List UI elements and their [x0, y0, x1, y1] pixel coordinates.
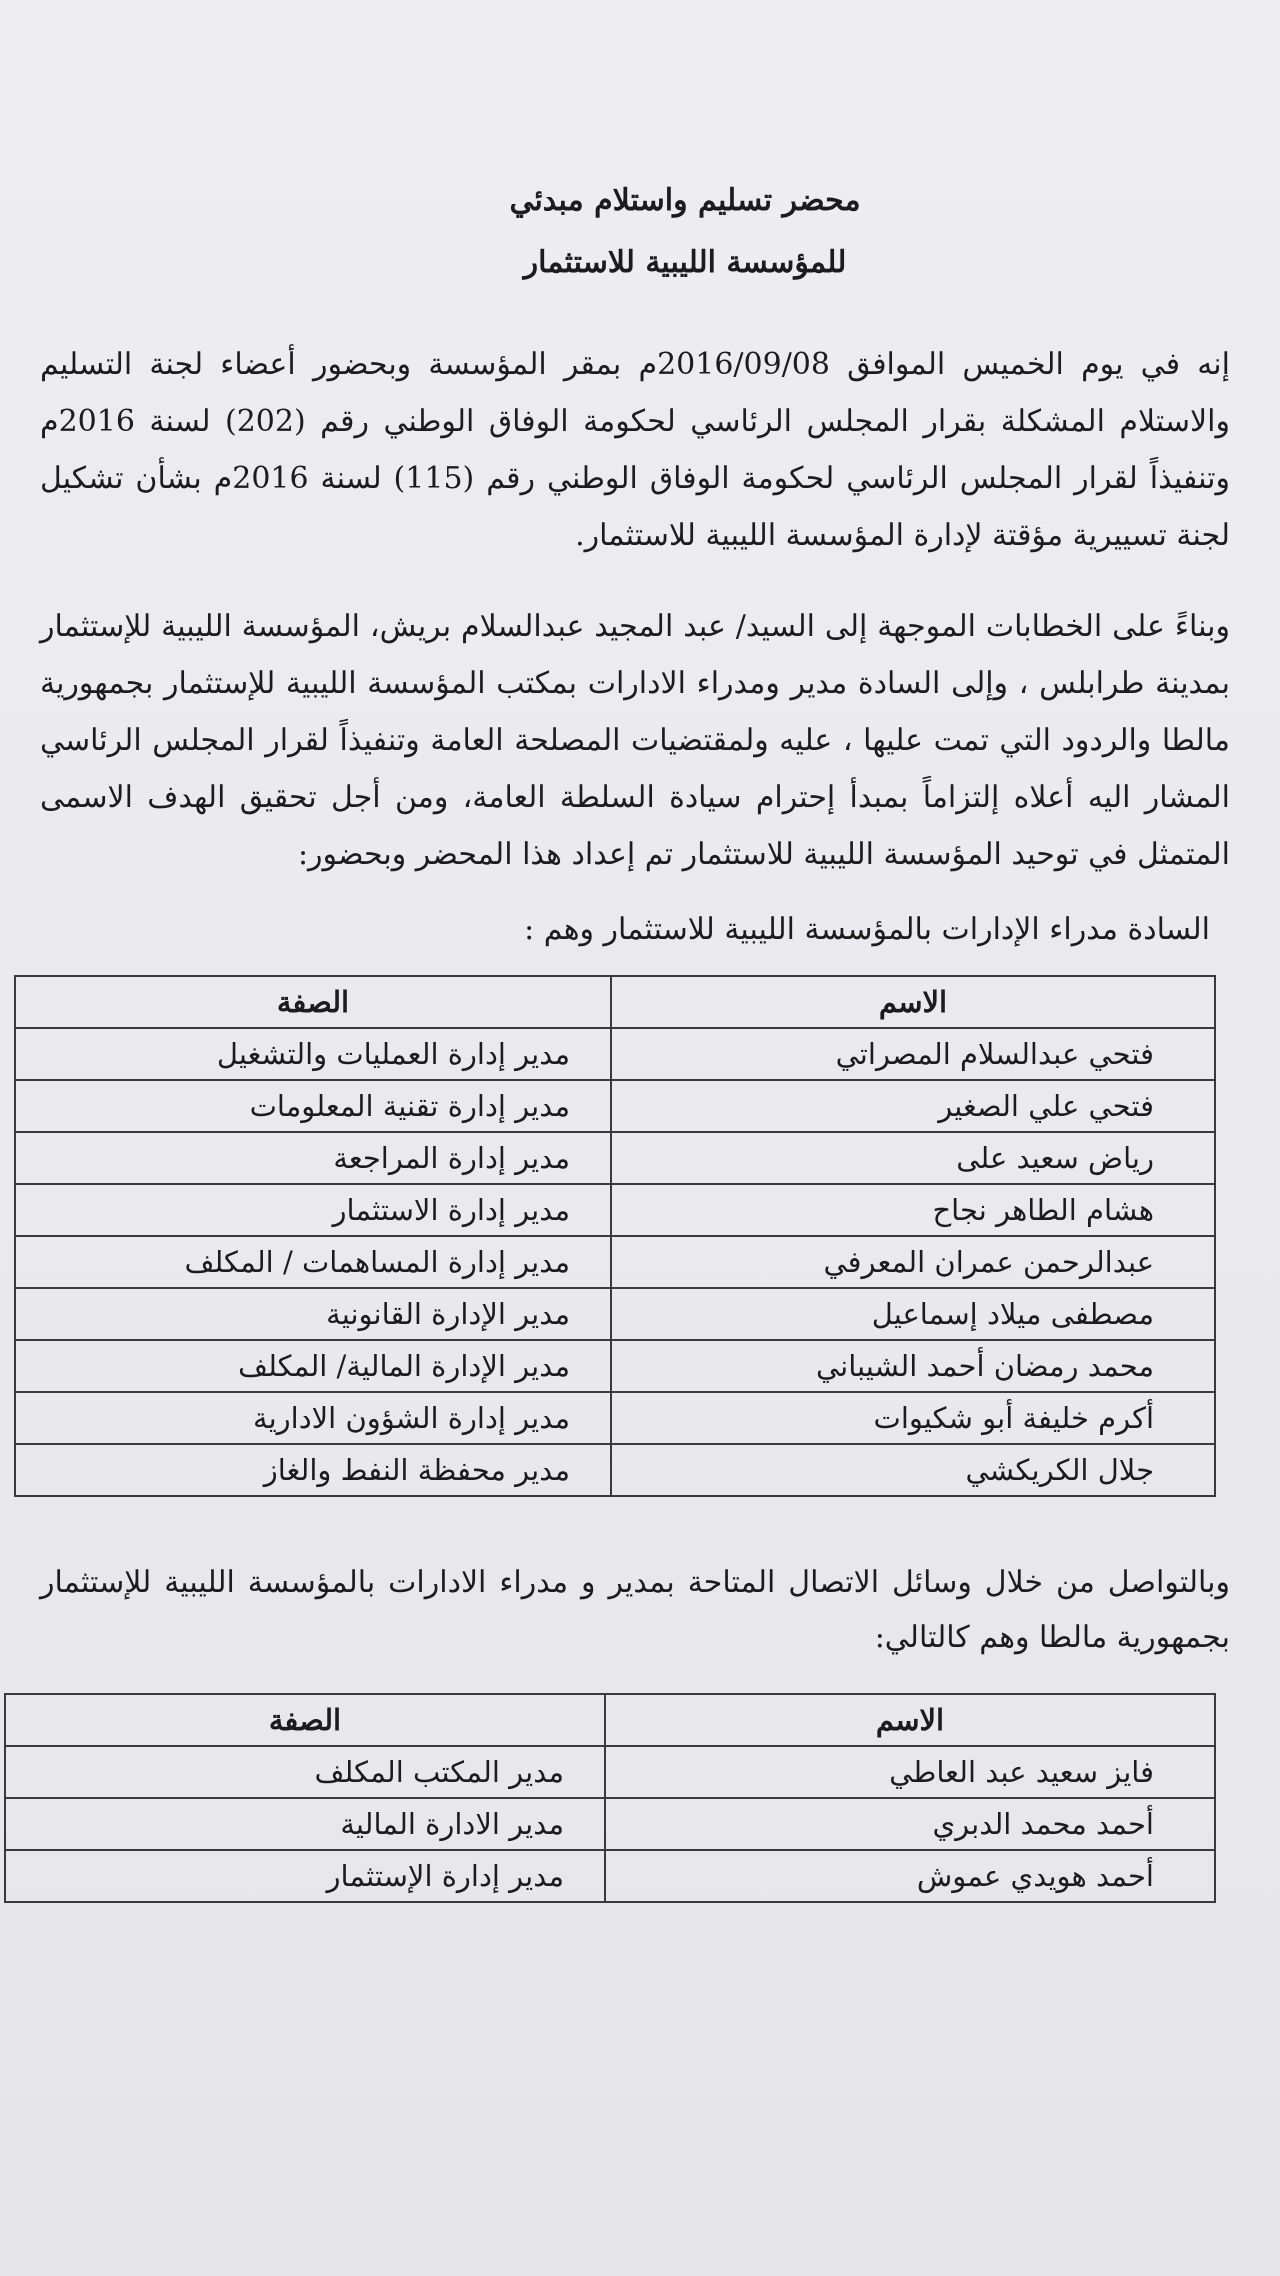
director-name: فتحي عبدالسلام المصراتي [611, 1028, 1215, 1080]
table-row [15, 1184, 1215, 1236]
table-row [15, 1080, 1215, 1132]
table-row [15, 1288, 1215, 1340]
table-row [5, 1850, 1215, 1902]
director-name: جلال الكريكشي [611, 1444, 1215, 1496]
director-role: مدير الادارة المالية [5, 1798, 605, 1850]
director-role: مدير إدارة المساهمات / المكلف [15, 1236, 611, 1288]
director-name: رياض سعيد على [611, 1132, 1215, 1184]
director-name: أكرم خليفة أبو شكيوات [611, 1392, 1215, 1444]
document-title-line-2: للمؤسسة الليبية للاستثمار [523, 245, 847, 280]
malta-directors-table [4, 1693, 1216, 1903]
role-column-header: الصفة [5, 1694, 605, 1746]
director-role: مدير المكتب المكلف [5, 1746, 605, 1798]
table-row [5, 1746, 1215, 1798]
director-name: محمد رمضان أحمد الشيباني [611, 1340, 1215, 1392]
director-role: مدير إدارة الاستثمار [15, 1184, 611, 1236]
director-role: مدير الإدارة المالية/ المكلف [15, 1340, 611, 1392]
director-role: مدير إدارة الشؤون الادارية [15, 1392, 611, 1444]
table-row [5, 1798, 1215, 1850]
name-column-header: الاسم [611, 976, 1215, 1028]
role-column-header: الصفة [15, 976, 611, 1028]
table-row [15, 1340, 1215, 1392]
director-role: مدير الإدارة القانونية [15, 1288, 611, 1340]
director-role: مدير إدارة العمليات والتشغيل [15, 1028, 611, 1080]
director-name: فايز سعيد عبد العاطي [605, 1746, 1215, 1798]
table-row [15, 1132, 1215, 1184]
director-name: هشام الطاهر نجاح [611, 1184, 1215, 1236]
malta-office-paragraph: وبالتواصل من خلال وسائل الاتصال المتاحة بمدير و مدراء الادارات بالمؤسسة الليبية للإستثمار بجمهورية مالطا وهم كالتالي: [40, 1565, 1230, 1655]
table-header-row [15, 976, 1215, 1028]
document-title-line-1: محضر تسليم واستلام مبدئي [509, 183, 861, 218]
director-name: فتحي علي الصغير [611, 1080, 1215, 1132]
table-row [15, 1236, 1215, 1288]
table-row [15, 1392, 1215, 1444]
director-role: مدير إدارة تقنية المعلومات [15, 1080, 611, 1132]
table-row [15, 1444, 1215, 1496]
table-header-row [5, 1694, 1215, 1746]
director-role: مدير إدارة المراجعة [15, 1132, 611, 1184]
opening-paragraph: إنه في يوم الخميس الموافق 2016/09/08م بمقر المؤسسة وبحضور أعضاء لجنة التسليم والاستلام المشكلة بقرار المجلس الرئاسي لحكومة الوفاق الوطني رقم (202) لسنة 2016م وتنفيذاً لقرار المجلس الرئاسي لحكومة الوفاق الوطني رقم (115) لسنة 2016م بشأن تشكيل لجنة تسييرية مؤقتة لإدارة المؤسسة الليبية للاستثمار. [40, 347, 1230, 553]
table-row [15, 1028, 1215, 1080]
director-name: عبدالرحمن عمران المعرفي [611, 1236, 1215, 1288]
director-role: مدير محفظة النفط والغاز [15, 1444, 611, 1496]
director-name: أحمد محمد الدبري [605, 1798, 1215, 1850]
directors-table [14, 975, 1216, 1497]
background-paragraph: وبناءً على الخطابات الموجهة إلى السيد/ عبد المجيد عبدالسلام بريش، المؤسسة الليبية للإستثمار بمدينة طرابلس ، وإلى السادة مدير ومدراء الادارات بمكتب المؤسسة الليبية للإستثمار بجمهورية مالطا والردود التي تمت عليها ، عليه ولمقتضيات المصلحة العامة وتنفيذاً لقرار المجلس الرئاسي المشار اليه أعلاه إلتزاماً بمبدأ إحترام سيادة السلطة العامة، ومن أجل تحقيق الهدف الاسمى المتمثل في توحيد المؤسسة الليبية للاستثمار تم إعداد هذا المحضر وبحضور: [40, 609, 1230, 872]
director-role: مدير إدارة الإستثمار [5, 1850, 605, 1902]
name-column-header: الاسم [605, 1694, 1215, 1746]
director-name: مصطفى ميلاد إسماعيل [611, 1288, 1215, 1340]
director-name: أحمد هويدي عموش [605, 1850, 1215, 1902]
directors-table-intro: السادة مدراء الإدارات بالمؤسسة الليبية للاستثمار وهم : [524, 912, 1210, 947]
